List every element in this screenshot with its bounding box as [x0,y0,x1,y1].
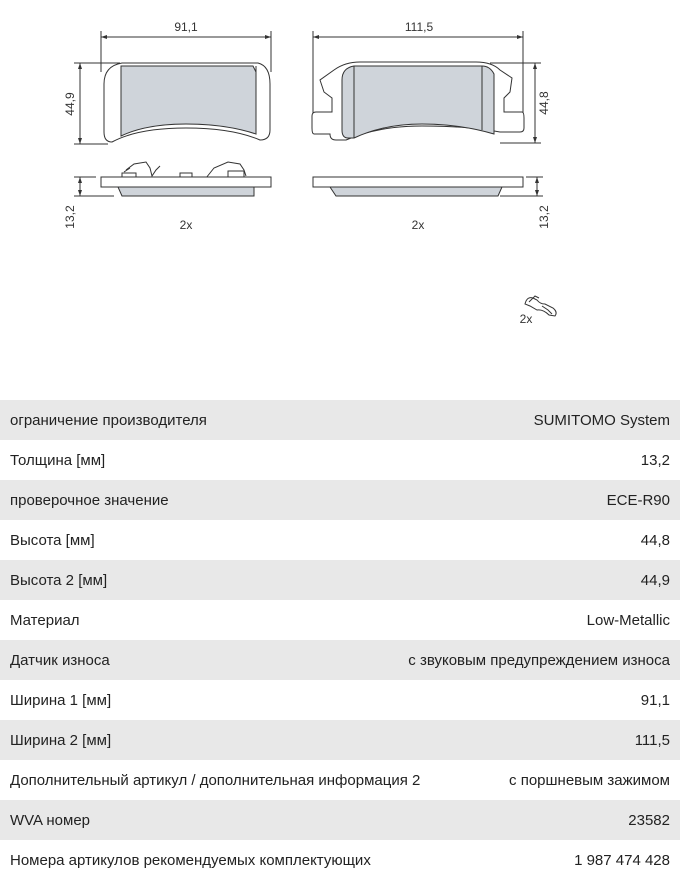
spec-label: Номера артикулов рекомендуемых комплектующих [10,851,371,869]
spec-value: с звуковым предупреждением износа [408,651,670,669]
table-row [0,480,680,520]
spec-label: Высота [мм] [10,531,95,549]
table-row [0,600,680,640]
spec-value: 91,1 [640,691,670,709]
drawing-svg [0,0,680,400]
spec-label: WVA номер [10,811,91,829]
table-row [0,640,680,680]
pad2-width-label: 111,5 [404,20,434,34]
pad1-front-view [74,31,271,144]
pad1-qty-label: 2x [179,218,193,232]
spec-label: Высота 2 [мм] [10,571,108,589]
spec-label: Датчик износа [10,651,110,669]
table-row [0,400,680,440]
pad2-side-view [313,177,543,196]
spec-value: 44,9 [640,571,670,589]
spec-label: Материал [10,611,80,629]
spec-value: с поршневым зажимом [509,771,670,789]
spec-value: SUMITOMO System [533,411,670,429]
pad1-thickness-label: 13,2 [63,205,77,229]
spec-value: Low-Metallic [586,611,670,629]
pad2-front-view [312,31,541,143]
table-row [0,840,680,880]
technical-drawing [0,0,680,400]
spec-value: 111,5 [634,731,670,749]
spec-label: Ширина 1 [мм] [10,691,112,709]
spec-label: Ширина 2 [мм] [10,731,112,749]
spec-table [0,400,680,880]
spec-value: 1 987 474 428 [574,851,670,869]
spec-value: 13,2 [640,451,670,469]
pad1-side-view [74,162,271,196]
spec-label: Дополнительный артикул / дополнительная информация 2 [10,771,421,789]
table-row [0,520,680,560]
spec-label: проверочное значение [10,491,169,509]
pad2-height-label: 44,8 [537,91,551,115]
spec-value: ECE-R90 [606,491,670,509]
table-row [0,760,680,800]
table-row [0,560,680,600]
table-row [0,680,680,720]
pad2-thickness-label: 13,2 [537,205,551,229]
spec-value: 44,8 [640,531,670,549]
pad2-friction-material [342,66,494,138]
table-row [0,800,680,840]
table-row [0,440,680,480]
spec-label: ограничение производителя [10,411,207,429]
spec-label: Толщина [мм] [10,451,106,469]
table-row [0,720,680,760]
pad2-qty-label: 2x [411,218,425,232]
spec-value: 23582 [628,811,670,829]
pad1-height-label: 44,9 [63,92,77,116]
pad1-width-label: 91,1 [174,20,198,34]
clip-qty-label: 2x [519,312,533,326]
